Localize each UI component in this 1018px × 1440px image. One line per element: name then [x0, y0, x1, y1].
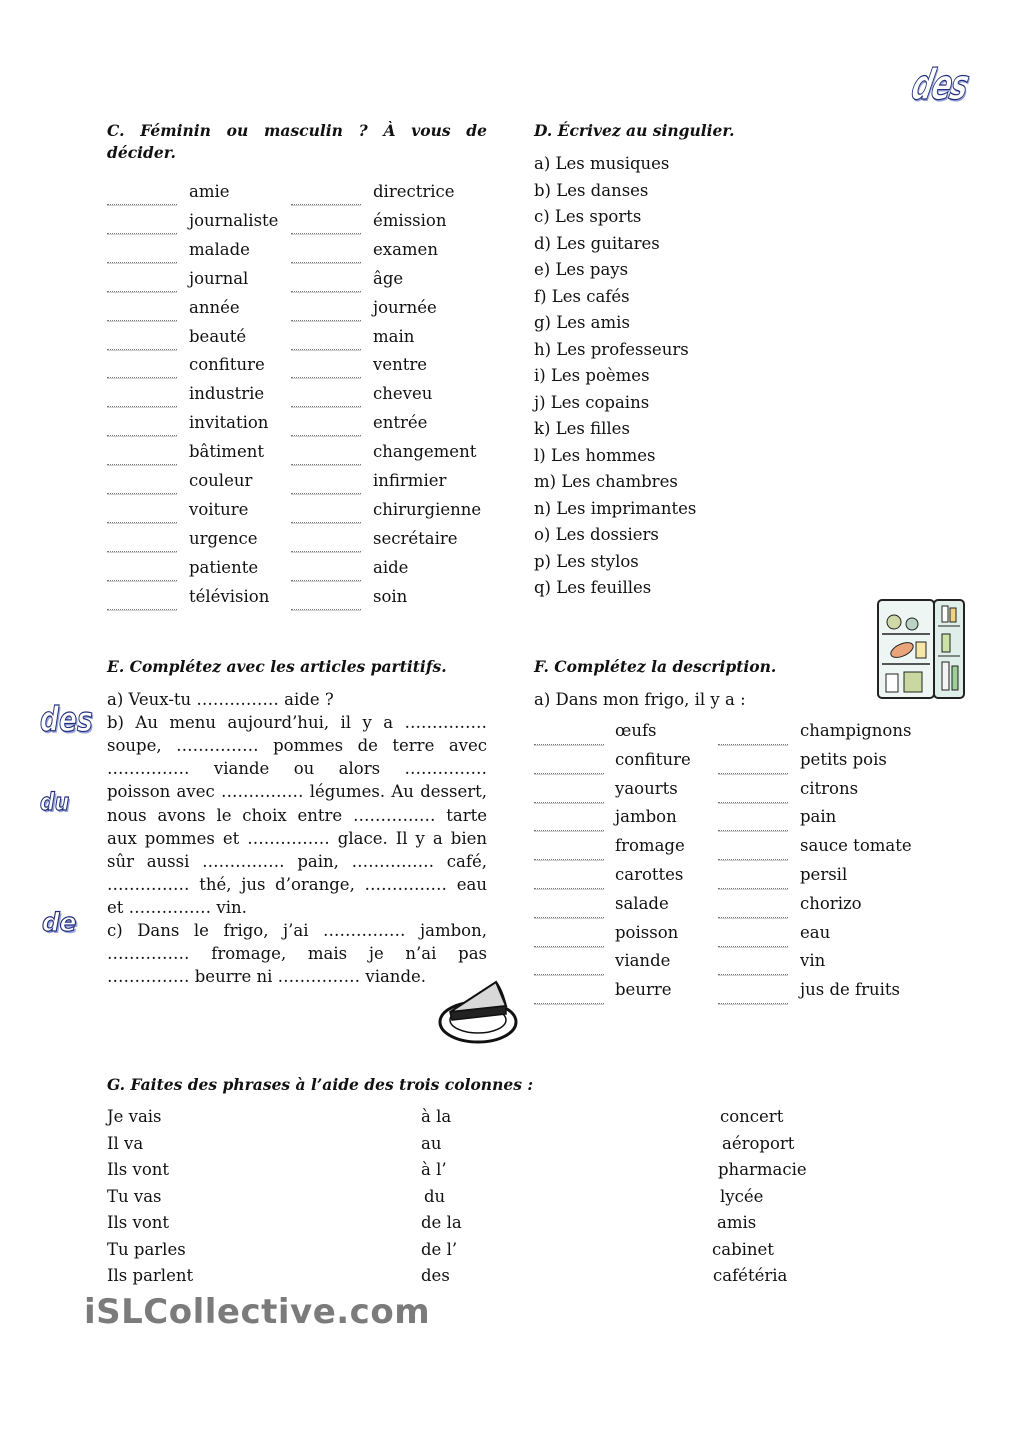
- section-f-title: F. Complétez la description.: [534, 657, 777, 676]
- fill-blank-field[interactable]: [718, 974, 788, 975]
- section-f-word: citrons: [800, 778, 859, 798]
- section-d-item: h) Les professeurs: [534, 339, 689, 359]
- fill-blank-field[interactable]: [534, 802, 604, 803]
- pie-illustration: [436, 976, 520, 1046]
- section-g-article: du: [424, 1186, 446, 1206]
- section-c-word: soin: [373, 586, 408, 606]
- fill-blank-field[interactable]: [291, 493, 361, 494]
- section-e-line: sûr aussi …………… pain, …………… café,: [107, 851, 487, 871]
- fill-blank-field[interactable]: [718, 773, 788, 774]
- section-c-word: année: [189, 297, 240, 317]
- fill-blank-field[interactable]: [291, 262, 361, 263]
- fill-blank-field[interactable]: [291, 406, 361, 407]
- section-d-item: n) Les imprimantes: [534, 498, 697, 518]
- side-word-des: des: [40, 700, 93, 740]
- fill-blank-field[interactable]: [718, 888, 788, 889]
- section-c-word: examen: [373, 239, 438, 259]
- fill-blank-field[interactable]: [291, 464, 361, 465]
- section-d-item: g) Les amis: [534, 313, 630, 332]
- section-g-noun: cafétéria: [713, 1266, 788, 1285]
- section-c-word: bâtiment: [189, 442, 264, 462]
- fill-blank-field[interactable]: [718, 830, 788, 831]
- section-d-item: e) Les pays: [534, 260, 629, 279]
- section-f-word: beurre: [615, 980, 672, 1000]
- section-g-subject: Tu parles: [107, 1239, 186, 1259]
- fill-blank-field[interactable]: [534, 744, 604, 745]
- section-e-line: poisson avec …………… légumes. Au dessert,: [107, 782, 487, 802]
- section-d-title: D. Écrivez au singulier.: [534, 121, 735, 140]
- section-g-title: G. Faites des phrases à l’aide des trois colonnes :: [107, 1075, 534, 1094]
- fill-blank-field[interactable]: [534, 974, 604, 975]
- fill-blank-field[interactable]: [291, 377, 361, 378]
- section-f-word: fromage: [615, 836, 685, 856]
- section-f-word: eau: [800, 922, 831, 942]
- section-c-word: urgence: [189, 528, 258, 548]
- section-g-noun: aéroport: [722, 1133, 795, 1153]
- section-e-line: …………… fromage, mais je n’ai pas: [107, 944, 487, 964]
- section-d-item: k) Les filles: [534, 419, 630, 438]
- section-f-word: vin: [800, 951, 826, 971]
- fill-blank-field[interactable]: [107, 580, 177, 581]
- fill-blank-field[interactable]: [107, 406, 177, 407]
- fridge-illustration: [872, 596, 970, 706]
- section-d-item: q) Les feuilles: [534, 578, 652, 597]
- section-f-word: salade: [615, 893, 669, 913]
- section-c-word: confiture: [189, 355, 265, 375]
- fill-blank-field[interactable]: [107, 493, 177, 494]
- section-c-word: chirurgienne: [373, 499, 482, 519]
- fill-blank-field[interactable]: [718, 946, 788, 947]
- fill-blank-field[interactable]: [107, 349, 177, 350]
- section-c-word: beauté: [189, 326, 247, 346]
- side-word-de: de: [42, 908, 77, 938]
- section-g-subject: Ils parlent: [107, 1266, 194, 1285]
- section-c-title-line1: C. Féminin ou masculin ? À vous de: [107, 121, 487, 140]
- fill-blank-field[interactable]: [718, 917, 788, 918]
- fill-blank-field[interactable]: [718, 1003, 788, 1004]
- section-c-word: aide: [373, 557, 409, 577]
- section-f-word: persil: [800, 865, 848, 884]
- fill-blank-field[interactable]: [291, 609, 361, 610]
- section-f-intro: a) Dans mon frigo, il y a :: [534, 690, 746, 709]
- section-g-subject: Il va: [107, 1133, 144, 1153]
- section-c-word: amie: [189, 182, 230, 201]
- section-c-word: journée: [373, 297, 437, 317]
- fill-blank-field[interactable]: [291, 580, 361, 581]
- fill-blank-field[interactable]: [718, 859, 788, 860]
- fill-blank-field[interactable]: [107, 262, 177, 263]
- section-f-word: yaourts: [615, 778, 678, 798]
- section-c-word: journal: [189, 268, 249, 288]
- section-d-item: m) Les chambres: [534, 472, 678, 491]
- section-c-word: âge: [373, 268, 404, 288]
- section-c-title: [107, 121, 487, 162]
- section-g-subject: Je vais: [107, 1107, 162, 1126]
- fill-blank-field[interactable]: [107, 204, 177, 205]
- section-e-line: …………… thé, jus d’orange, …………… eau: [107, 874, 487, 894]
- section-e-line: nous avons le choix entre …………… tarte: [107, 805, 487, 825]
- section-d-item: d) Les guitares: [534, 233, 660, 253]
- section-c-word: malade: [189, 239, 250, 259]
- section-d-item: b) Les danses: [534, 180, 649, 200]
- section-g-subject: Tu vas: [107, 1186, 162, 1206]
- fill-blank-field[interactable]: [291, 435, 361, 436]
- section-c-word: journaliste: [189, 210, 279, 230]
- section-f-word: confiture: [615, 749, 691, 769]
- section-f-word: petits pois: [800, 749, 887, 769]
- section-e-line: et …………… vin.: [107, 897, 247, 917]
- section-f-word: jambon: [615, 807, 677, 827]
- footer-logo: iSLCollective.com: [84, 1292, 431, 1332]
- section-g-noun: lycée: [720, 1186, 764, 1206]
- side-word-du: du: [40, 788, 70, 816]
- fill-blank-field[interactable]: [534, 773, 604, 774]
- corner-des-wordart: des: [907, 60, 973, 109]
- fill-blank-field[interactable]: [534, 830, 604, 831]
- fill-blank-field[interactable]: [107, 609, 177, 610]
- section-c-word: télévision: [189, 586, 270, 606]
- section-f-word: sauce tomate: [800, 836, 912, 856]
- section-e-line: aux pommes et …………… glace. Il y a bien: [107, 828, 487, 848]
- fill-blank-field[interactable]: [107, 464, 177, 465]
- section-d-item: i) Les poèmes: [534, 366, 650, 385]
- section-c-word: infirmier: [373, 471, 447, 490]
- section-c-word: secrétaire: [373, 528, 458, 548]
- section-d-item: f) Les cafés: [534, 286, 630, 306]
- fill-blank-field[interactable]: [107, 320, 177, 321]
- section-g-article: de l’: [421, 1239, 458, 1259]
- fill-blank-field[interactable]: [534, 917, 604, 918]
- fill-blank-field[interactable]: [107, 291, 177, 292]
- fill-blank-field[interactable]: [534, 1003, 604, 1004]
- section-f-word: pain: [800, 807, 837, 827]
- section-c-word: voiture: [189, 499, 249, 519]
- section-f-word: champignons: [800, 721, 912, 740]
- section-g-noun: concert: [720, 1107, 784, 1126]
- section-e-line: c) Dans le frigo, j’ai …………… jambon,: [107, 921, 487, 940]
- fill-blank-field[interactable]: [291, 233, 361, 234]
- fill-blank-field[interactable]: [291, 291, 361, 292]
- section-d-item: l) Les hommes: [534, 445, 656, 465]
- section-c-word: main: [373, 326, 415, 346]
- section-c-word: ventre: [373, 355, 427, 375]
- section-f-word: jus de fruits: [800, 980, 901, 1000]
- fill-blank-field[interactable]: [291, 349, 361, 350]
- section-e-title: E. Complétez avec les articles partitifs.: [107, 657, 447, 676]
- section-c-word: changement: [373, 442, 477, 462]
- section-f-word: viande: [615, 951, 671, 971]
- section-g-article: au: [421, 1133, 442, 1153]
- fill-blank-field[interactable]: [718, 744, 788, 745]
- section-g-subject: Ils vont: [107, 1213, 170, 1232]
- fill-blank-field[interactable]: [534, 888, 604, 889]
- fill-blank-field[interactable]: [107, 551, 177, 552]
- section-f-word: poisson: [615, 922, 679, 942]
- fill-blank-field[interactable]: [291, 204, 361, 205]
- section-f-word: œufs: [615, 721, 657, 740]
- fill-blank-field[interactable]: [291, 551, 361, 552]
- section-e-line: a) Veux-tu …………… aide ?: [107, 690, 334, 709]
- section-d-item: p) Les stylos: [534, 551, 639, 571]
- section-c-word: cheveu: [373, 384, 433, 404]
- fill-blank-field[interactable]: [718, 802, 788, 803]
- section-d-item: j) Les copains: [534, 392, 650, 412]
- section-e-line: soupe, …………… pommes de terre avec: [107, 736, 487, 756]
- fill-blank-field[interactable]: [107, 233, 177, 234]
- section-e-line: …………… viande ou alors ……………: [107, 759, 487, 779]
- fill-blank-field[interactable]: [107, 377, 177, 378]
- section-f-word: chorizo: [800, 893, 862, 913]
- section-g-subject: Ils vont: [107, 1160, 170, 1179]
- fill-blank-field[interactable]: [534, 946, 604, 947]
- section-e-line: …………… beurre ni …………… viande.: [107, 967, 427, 987]
- section-g-article: à la: [421, 1107, 452, 1126]
- fill-blank-field[interactable]: [291, 320, 361, 321]
- section-g-noun: amis: [717, 1213, 757, 1232]
- section-c-word: entrée: [373, 413, 428, 433]
- section-g-article: de la: [421, 1213, 462, 1232]
- section-c-word: directrice: [373, 182, 455, 201]
- section-g-article: des: [421, 1266, 450, 1285]
- section-c-word: patiente: [189, 557, 259, 577]
- section-e-line: b) Au menu aujourd’hui, il y a ……………: [107, 713, 487, 733]
- section-c-title-line2: décider.: [107, 143, 176, 162]
- fill-blank-field[interactable]: [107, 522, 177, 523]
- section-d-item: o) Les dossiers: [534, 525, 659, 544]
- section-c-word: couleur: [189, 471, 253, 490]
- section-d-item: a) Les musiques: [534, 154, 670, 173]
- fill-blank-field[interactable]: [291, 522, 361, 523]
- section-c-word: industrie: [189, 384, 265, 404]
- fill-blank-field[interactable]: [534, 859, 604, 860]
- section-c-word: invitation: [189, 413, 269, 433]
- section-g-noun: cabinet: [712, 1239, 774, 1259]
- section-d-item: c) Les sports: [534, 207, 642, 226]
- section-g-article: à l’: [421, 1160, 447, 1179]
- section-c-word: émission: [373, 210, 447, 230]
- section-f-word: carottes: [615, 865, 684, 884]
- section-g-noun: pharmacie: [718, 1160, 807, 1179]
- fill-blank-field[interactable]: [107, 435, 177, 436]
